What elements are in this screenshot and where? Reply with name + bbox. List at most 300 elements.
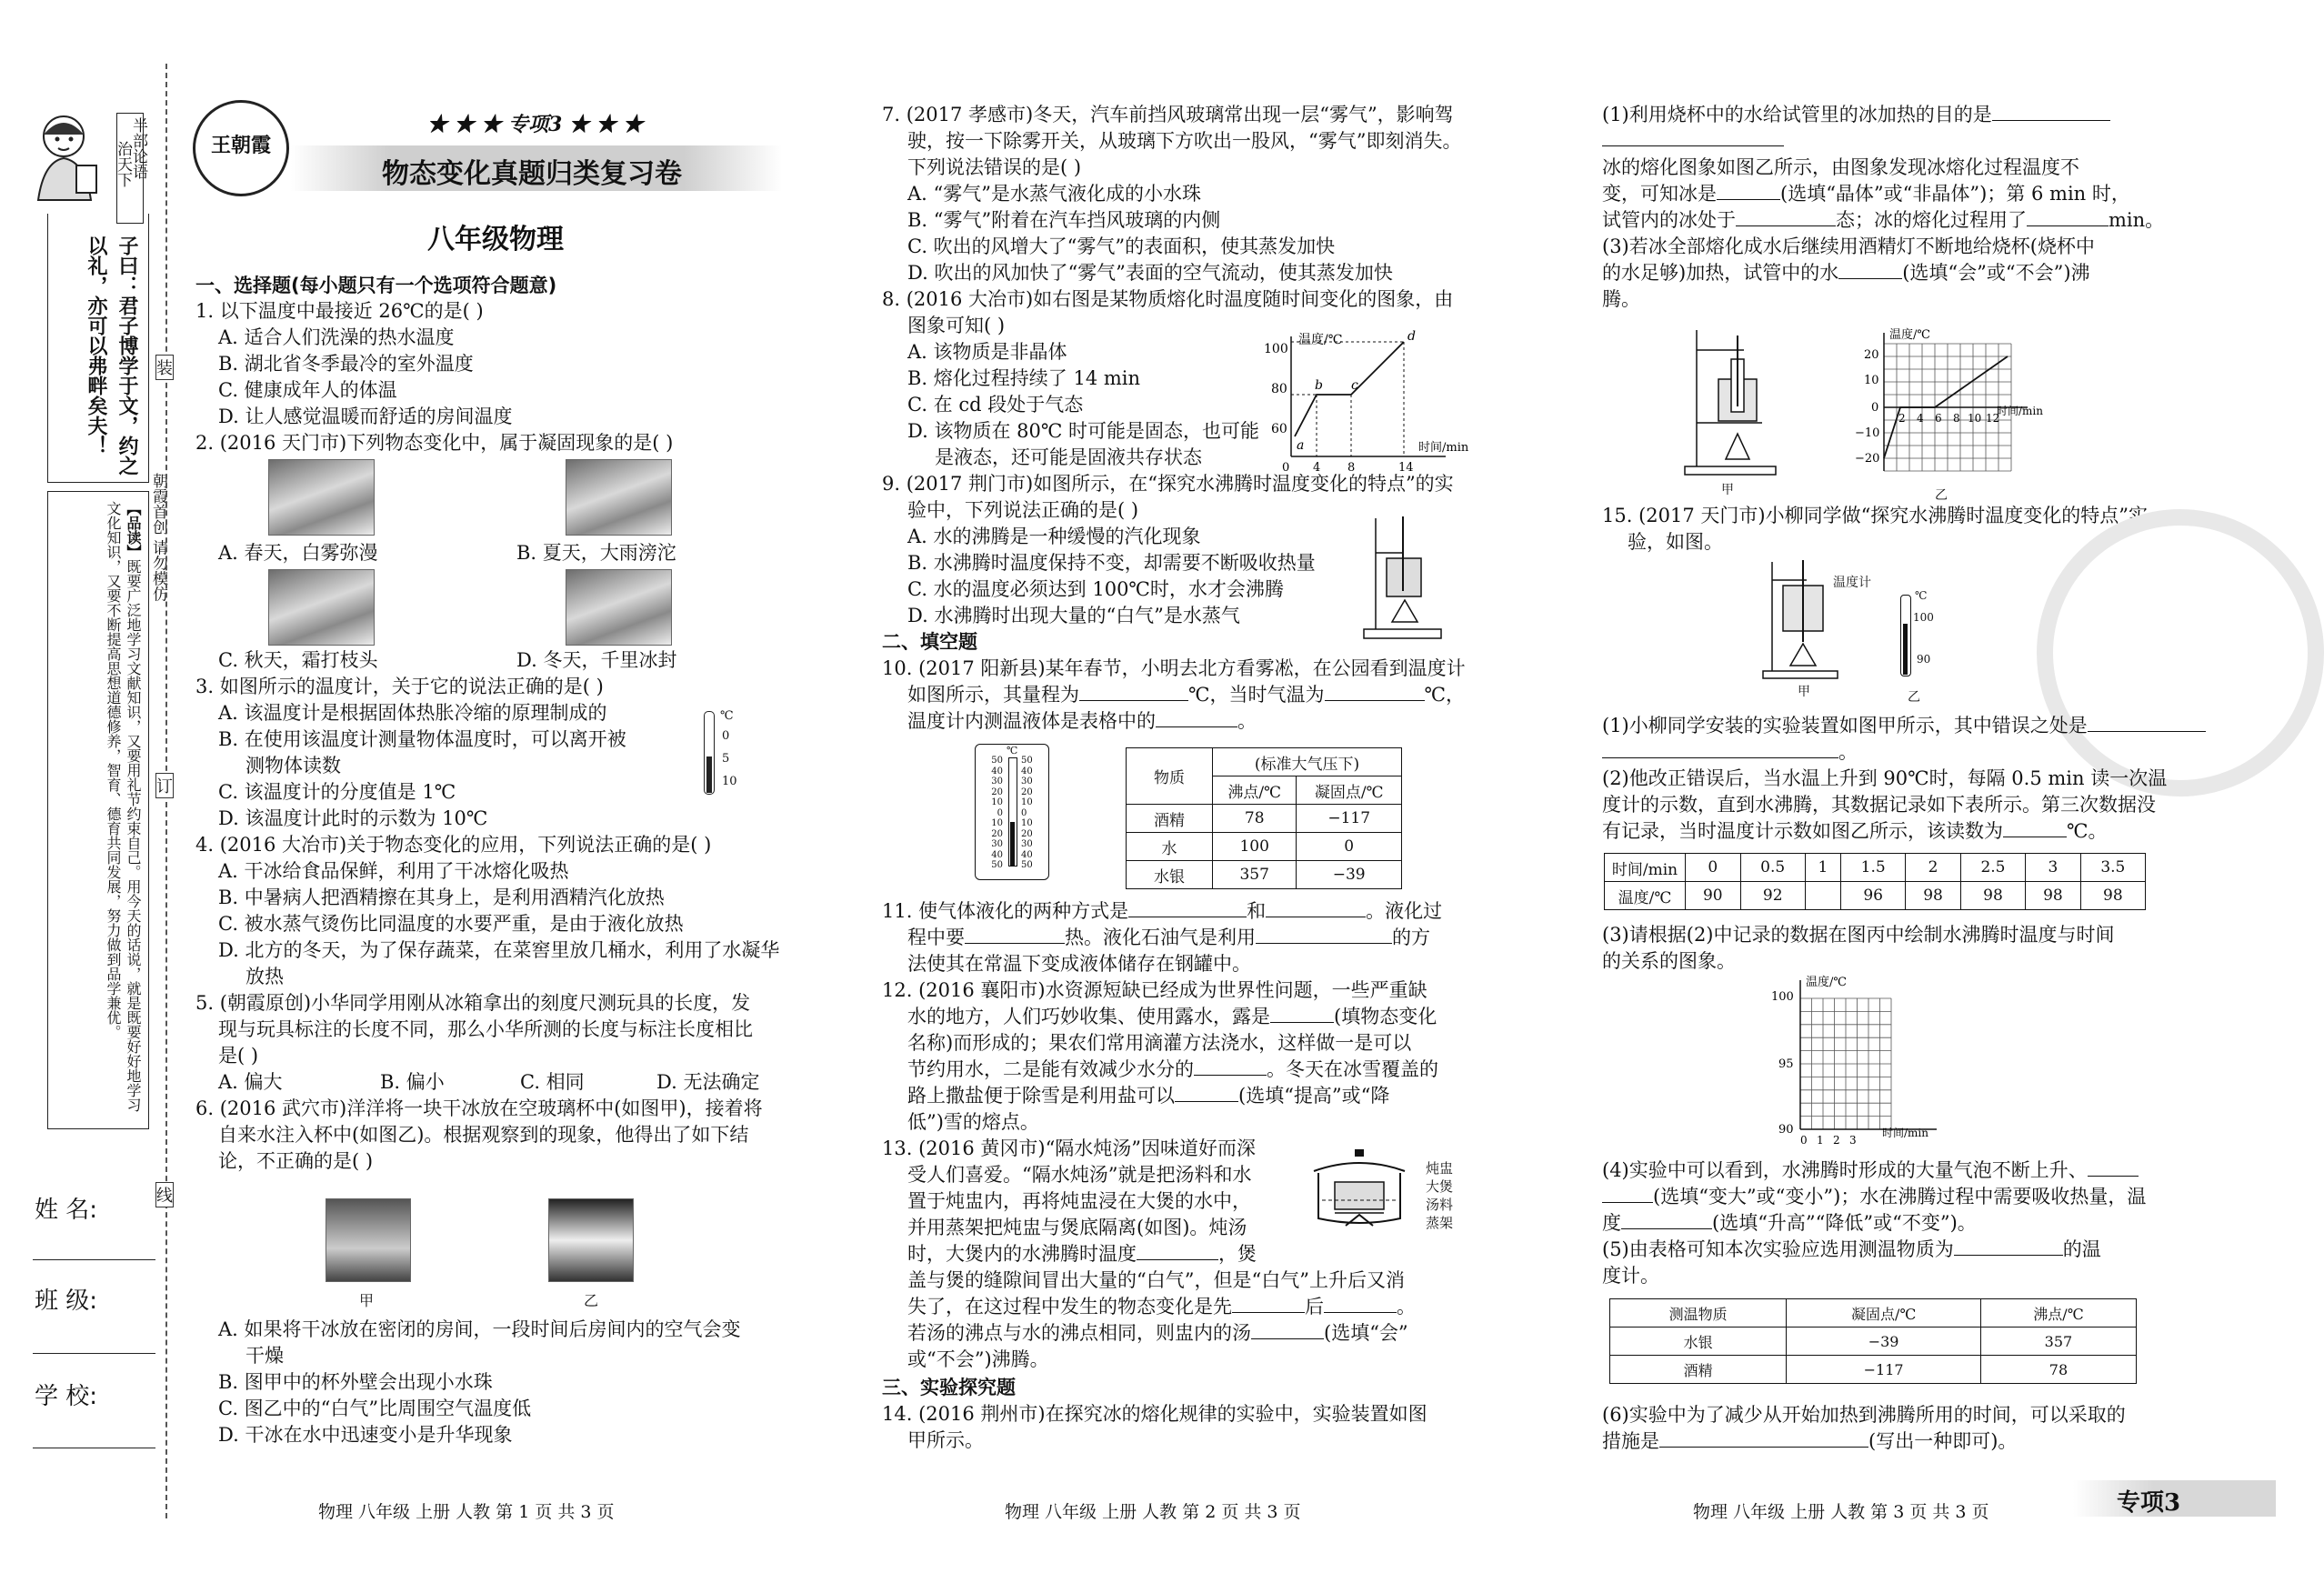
q10-right-tick: 0 — [1021, 807, 1027, 818]
q10-cell: 酒精 — [1127, 805, 1213, 833]
q13-line7 — [907, 1294, 1416, 1320]
q15-temp-cell[interactable] — [1805, 882, 1840, 910]
q15-s5-line2: 度计。 — [1602, 1265, 1659, 1287]
q15-s2-text-b: ℃。 — [2067, 820, 2108, 842]
q11-line2 — [907, 925, 1430, 951]
q10-left-tick: 50 — [991, 860, 1003, 870]
q3-a: A. 该温度计是根据固体热胀冷缩的原理制成的 — [218, 702, 607, 724]
q15-t2-cell: 酒精 — [1610, 1356, 1787, 1384]
page-title: 物态变化真题归类复习卷 — [382, 158, 682, 190]
q8-line2: 图象可知( ) — [907, 315, 1006, 336]
badge: ★ ★ ★ 专项3 ★ ★ ★ — [427, 113, 644, 136]
q10-left-tick: 10 — [991, 818, 1003, 828]
q7-b: B. “雾气”附着在汽车挡风玻璃的内侧 — [907, 209, 1221, 231]
q15-s4-blank-2[interactable] — [1602, 1184, 1653, 1203]
q14-s4-text-a: 试管内的冰处于 — [1602, 209, 1736, 231]
q15-s2-line1: (2)他改正错误后，当水温上升到 90℃时，每隔 0.5 min 读一次温 — [1602, 767, 2168, 789]
q6-c: C. 图乙中的“白气”比周围空气温度低 — [218, 1398, 532, 1419]
q14-apparatus — [1680, 323, 1780, 477]
q3: 3. 如图所示的温度计，关于它的说法正确的是( ) — [195, 676, 604, 697]
q3-b2: 测物体读数 — [245, 755, 341, 776]
q11-text-b: 和 — [1247, 900, 1267, 922]
q2-photo-a — [268, 459, 375, 536]
q6-a1: A. 如果将干冰放在密闭的房间，一段时间后房间内的空气会变 — [218, 1318, 741, 1340]
q11-text-e: 热。液化石油气是利用 — [1065, 927, 1256, 948]
q10-right-tick: 30 — [1021, 839, 1033, 849]
q5-c: C. 相同 — [520, 1071, 585, 1093]
q6-d: D. 干冰在水中迅速变小是升华现象 — [218, 1424, 513, 1446]
q15-temp-cell: 98 — [1906, 882, 1961, 910]
logo-text: 王朝霞 — [210, 134, 271, 157]
q10-right-tick: 20 — [1021, 828, 1033, 839]
q13-text-g: (选填“会” — [1324, 1322, 1408, 1344]
q15-s1-end: 。 — [1838, 741, 1858, 763]
q15-time-cell: 2.5 — [1960, 854, 2025, 882]
q8-x-tick: 4 — [1313, 461, 1321, 475]
q2-photo-d — [566, 569, 672, 646]
q14-s4-text-c: min。 — [2109, 209, 2165, 231]
q14-s1-blank-line2[interactable] — [1602, 145, 1784, 146]
q13-blank-2[interactable] — [1232, 1294, 1305, 1313]
q11-blank-2[interactable] — [1266, 898, 1366, 917]
q15-temp-cell: 98 — [2026, 882, 2081, 910]
watermark-seal — [2037, 509, 2324, 797]
q11-text-a: 11. 使气体液化的两种方式是 — [882, 900, 1129, 922]
q10-text-e: 。 — [1237, 710, 1257, 732]
corner-tag — [2073, 1480, 2276, 1517]
q14-s4-blank-2[interactable] — [2027, 207, 2109, 226]
section-experiment: 三、实验探究题 — [882, 1377, 1016, 1398]
q10-th-condition: (标准大气压下) — [1213, 748, 1402, 776]
q4: 4. (2016 大冶市)关于物态变化的应用，下列说法正确的是( ) — [195, 834, 712, 856]
q4-b: B. 中暑病人把酒精擦在其身上，是利用酒精汽化放热 — [218, 887, 665, 908]
q8-y-label: 温度/℃ — [1298, 333, 1343, 347]
cut-mark-1: 装 — [155, 355, 174, 380]
q15-s4-blank-1[interactable] — [2088, 1157, 2139, 1177]
side-note: 朝霞首创 请勿模仿 — [149, 473, 167, 602]
q6-fig-yi-label: 乙 — [584, 1292, 599, 1309]
q15-x-tick: 3 — [1849, 1134, 1857, 1147]
q15-s5-blank[interactable] — [1954, 1237, 2063, 1256]
q14-y-tick: −10 — [1855, 426, 1880, 440]
table-row — [1605, 854, 2146, 882]
q2-c: C. 秋天，霜打枝头 — [218, 649, 378, 671]
q8-y-tick: 80 — [1271, 382, 1287, 396]
footer-page-2: 物理 八年级 上册 人教 第 2 页 共 3 页 — [1005, 1502, 1301, 1522]
q15-line2: 验，如图。 — [1628, 531, 1723, 553]
q14-line1: 14. (2016 荆州市)在探究冰的熔化规律的实验中，实验装置如图 — [882, 1403, 1427, 1425]
book-title-box — [114, 113, 147, 224]
q10-therm-liquid — [1010, 822, 1015, 866]
q11-blank-1[interactable] — [1128, 898, 1247, 917]
logo-seal — [193, 100, 289, 196]
q14-y-label: 温度/℃ — [1889, 328, 1930, 342]
q10-th-freezing: 凝固点/℃ — [1297, 776, 1402, 805]
q15-s1-line2 — [1602, 739, 1858, 766]
q10-table — [1126, 747, 1402, 889]
q14-s1 — [1602, 102, 2110, 128]
q12-blank-1[interactable] — [1270, 1004, 1334, 1023]
q10-line2 — [907, 682, 1465, 708]
q15-t2-header: 凝固点/℃ — [1787, 1299, 1981, 1328]
section-fill: 二、填空题 — [882, 631, 977, 653]
q10-right-tick: 10 — [1021, 818, 1033, 828]
q13-line6: 盖与煲的缝隙间冒出大量的“白气”，但是“白气”上升后又消 — [907, 1269, 1405, 1291]
q8-curve — [1295, 342, 1404, 436]
q14-s6-text-b: (选填“会”或“不会”)沸 — [1902, 262, 2090, 284]
q1-c: C. 健康成年人的体温 — [218, 379, 397, 401]
q15-s4-text-c: 度 — [1602, 1212, 1621, 1234]
q13-line8 — [907, 1320, 1408, 1347]
q15-s4-text-b: (选填“变大”或“变小”)；水在沸腾过程中需要吸收热量，温 — [1653, 1186, 2147, 1207]
q7-line1: 7. (2017 孝感市)冬天，汽车前挡风玻璃常出现一层“雾气”，影响驾 — [882, 104, 1454, 125]
q10-range-blank[interactable] — [1079, 682, 1188, 701]
q14-fig-yi-label: 乙 — [1935, 488, 1948, 503]
q5-line1: 5. (朝霞原创)小华同学用刚从冰箱拿出的刻度尺测玩具的长度，发 — [195, 992, 751, 1014]
q15-s2-text-a: 有记录，当时温度计示数如图乙所示，该读数为 — [1602, 820, 2003, 842]
q12-text-a: 水的地方，人们巧妙收集、使用露水，露是 — [907, 1006, 1270, 1027]
q14-s6-text-a: 的水足够)加热，试管中的水 — [1602, 262, 1839, 284]
q10-left-tick: 20 — [991, 828, 1003, 839]
q15-y-tick: 95 — [1778, 1057, 1794, 1071]
q8-melting-chart — [1255, 329, 1482, 475]
q15-fig-yi-label: 乙 — [1908, 690, 1920, 705]
cut-mark-3: 线 — [155, 1182, 174, 1207]
q6-line3: 论，不正确的是( ) — [218, 1150, 374, 1172]
q12-blank-2[interactable] — [1194, 1057, 1267, 1076]
q1-d: D. 让人感觉温暖而舒适的房间温度 — [218, 406, 513, 427]
q10-right-tick: 40 — [1021, 849, 1033, 860]
table-row — [1610, 1328, 2137, 1356]
q15-row-label: 时间/min — [1605, 854, 1686, 882]
q5-line2: 现与玩具标注的长度不同，那么小华所测的长度与标注长度相比 — [218, 1018, 753, 1040]
q10-left-tick: 0 — [997, 807, 1003, 818]
q8-a: A. 该物质是非晶体 — [907, 341, 1067, 363]
q15-temp-cell: 98 — [2080, 882, 2145, 910]
q1: 1. 以下温度中最接近 26℃的是( ) — [195, 300, 484, 322]
q15-t2-header: 沸点/℃ — [1980, 1299, 2136, 1328]
table-row — [1605, 882, 2146, 910]
q14-s3 — [1602, 181, 2130, 207]
q14-ice-chart — [1846, 326, 2046, 485]
q13-blank-1[interactable] — [1137, 1241, 1218, 1260]
q15-s2-blank[interactable] — [2003, 818, 2067, 837]
q6-photo-yi — [548, 1198, 634, 1282]
q14-s3-blank[interactable] — [1717, 181, 1780, 200]
q15-temp-cell: 96 — [1841, 882, 1906, 910]
q10-cell: 水 — [1127, 833, 1213, 861]
q15-y-tick: 100 — [1771, 990, 1794, 1004]
q14-s3-text-a: 变，可知冰是 — [1602, 183, 1717, 205]
q15-temp-cell: 98 — [1960, 882, 2025, 910]
q15-temp-cell: 90 — [1686, 882, 1741, 910]
q12-text-e: 路上撒盐便于除雪是利用盐可以 — [907, 1085, 1175, 1107]
q12-line3: 名称)而形成的；果农们常用滴灌方法浇水，这样做一是可以 — [907, 1032, 1412, 1054]
q15-s1-blank-2[interactable] — [1602, 739, 1838, 758]
q13-line9: 或“不会”)沸腾。 — [907, 1348, 1049, 1370]
q3-d: D. 该温度计此时的示数为 10℃ — [218, 807, 488, 829]
q2: 2. (2016 天门市)下列物态变化中，属于凝固现象的是( ) — [195, 432, 674, 454]
q3-b1: B. 在使用该温度计测量物体温度时，可以离开被 — [218, 728, 626, 750]
section-choice: 一、选择题(每小题只有一个选项符合题意) — [195, 275, 557, 296]
q15-s6-text-a: 措施是 — [1602, 1430, 1659, 1452]
q14-x-tick: 12 — [1986, 412, 2000, 425]
q8-point-d: d — [1407, 329, 1416, 344]
q15-x-tick: 2 — [1833, 1134, 1840, 1147]
q14-y-tick: 0 — [1871, 401, 1879, 415]
q8-x-tick: 0 — [1282, 461, 1290, 475]
class-label: 班 级: — [35, 1287, 98, 1315]
q3-therm-tick: 0 — [722, 729, 730, 743]
quote-box — [47, 214, 149, 483]
q15-t2-cell: −117 — [1787, 1356, 1981, 1384]
q3-therm-tick: 10 — [722, 775, 737, 788]
q9-d: D. 水沸腾时出现大量的“白气”是水蒸气 — [907, 605, 1240, 626]
q15-temp-cell: 92 — [1740, 882, 1805, 910]
q10-line3 — [907, 708, 1257, 735]
q13-label-stewcup: 炖盅 — [1426, 1160, 1454, 1177]
q8-c: C. 在 cd 段处于气态 — [907, 394, 1084, 416]
q6-photo-jia — [326, 1198, 411, 1282]
q7-a: A. “雾气”是水蒸气液化成的小水珠 — [907, 183, 1201, 205]
q15-empty-chart[interactable] — [1764, 973, 1964, 1150]
footer-page-3: 物理 八年级 上册 人教 第 3 页 共 3 页 — [1693, 1502, 1989, 1522]
q8-point-c: c — [1351, 378, 1358, 393]
q13-stewpot-figure — [1309, 1137, 1427, 1237]
q13-text-d: 后 — [1305, 1296, 1324, 1317]
q15-time-cell: 0 — [1686, 854, 1741, 882]
q13-line5 — [907, 1241, 1257, 1267]
q10-liquid-blank[interactable] — [1156, 708, 1237, 727]
q10-cell: 水银 — [1127, 861, 1213, 889]
reading-content: 既要广泛地学习文献知识，又要用礼节约束自己。用今天的话说，就是既要好好地学习文化知识，又要不断提高思想道德修养，智育、德育共同发展，努力做到品学兼优。 — [105, 501, 142, 1112]
q13-label-ingredients: 汤料 — [1426, 1197, 1454, 1213]
q13-label-steamrack: 蒸架 — [1426, 1215, 1454, 1231]
q14-x-tick: 8 — [1953, 412, 1960, 425]
q10-th-boiling: 沸点/℃ — [1213, 776, 1297, 805]
q7-line2: 驶，按一下除雾开关，从玻璃下方吹出一股风，“雾气”即刻消失。 — [907, 130, 1462, 152]
q9-b: B. 水沸腾时温度保持不变，却需要不断吸收热量 — [907, 552, 1316, 574]
q15-s4-line2 — [1602, 1184, 2146, 1210]
q15-s4-line3 — [1602, 1210, 1977, 1237]
q10-right-tick: 40 — [1021, 766, 1033, 776]
q5-a: A. 偏大 — [218, 1071, 283, 1093]
q10-right-tick: 30 — [1021, 776, 1033, 786]
q15-x-tick: 0 — [1800, 1134, 1808, 1147]
q13-text-f: 若汤的沸点与水的沸点相同，则盅内的汤 — [907, 1322, 1251, 1344]
q15-s4-text-d: (选填“升高”“降低”或“不变”)。 — [1712, 1212, 1977, 1234]
q6-a2: 干燥 — [245, 1345, 284, 1367]
q15-y-tick: 90 — [1778, 1123, 1794, 1137]
q15-line1: 15. (2017 天门市)小柳同学做“探究水沸腾时温度变化的特点”实 — [1602, 505, 2149, 526]
q10-left-tick: 30 — [991, 776, 1003, 786]
q15-s4-text-a: (4)实验中可以看到，水沸腾时形成的大量气泡不断上升、 — [1602, 1159, 2088, 1181]
table-row — [1610, 1299, 2137, 1328]
q15-s6-text-b: (写出一种即可)。 — [1868, 1430, 2018, 1452]
q15-x-label: 时间/min — [1882, 1127, 1928, 1139]
q11-text-d: 程中要 — [907, 927, 965, 948]
q15-s4-blank-3[interactable] — [1621, 1210, 1712, 1229]
q15-data-table — [1604, 853, 2146, 910]
q10-right-tick: 10 — [1021, 797, 1033, 807]
q15-time-cell: 3 — [2026, 854, 2081, 882]
q8-line1: 8. (2016 大冶市)如右图是某物质熔化时温度随时间变化的图象，由 — [882, 288, 1454, 310]
book-title-bottom: 治天下 — [114, 141, 132, 187]
q14-s6 — [1602, 260, 2090, 286]
q12-line4 — [907, 1057, 1438, 1083]
reading-label: 【品读】 — [125, 501, 142, 559]
badge-label: 专项3 — [507, 113, 563, 136]
q14-s5: (3)若冰全部熔化成水后继续用酒精灯不断地给烧杯(烧杯中 — [1602, 235, 2095, 257]
q14-y-tick: −20 — [1855, 452, 1880, 466]
q11-text-f: 的方 — [1392, 927, 1430, 948]
q14-s6-blank[interactable] — [1838, 260, 1902, 279]
q10-cell: 100 — [1213, 833, 1297, 861]
q15-t2-cell: 357 — [1980, 1328, 2136, 1356]
q14-line2: 甲所示。 — [907, 1429, 984, 1451]
q15-s5-text-a: (5)由表格可知本次实验应选用测温物质为 — [1602, 1238, 1954, 1260]
q4-d2: 放热 — [245, 966, 284, 987]
q8-point-a: a — [1297, 438, 1305, 453]
q15-s6-line1: (6)实验中为了减少从开始加热到沸腾所用的时间，可以采取的 — [1602, 1404, 2126, 1426]
q12-text-c: 节约用水，二是能有效减少水分的 — [907, 1058, 1194, 1080]
q13-label-bigpot: 大煲 — [1426, 1178, 1454, 1195]
q12-text-b: (填物态变化 — [1334, 1006, 1437, 1027]
q15-s6-blank[interactable] — [1659, 1428, 1868, 1448]
q15-s3-line2: 的关系的图象。 — [1602, 950, 1736, 972]
q11-text-c: 。液化过 — [1366, 900, 1443, 922]
q15-therm-tick: 100 — [1913, 611, 1934, 624]
q10-left-tick: 10 — [991, 797, 1003, 807]
q15-x-tick: 1 — [1817, 1134, 1824, 1147]
q10-text-b: ℃，当时气温为 — [1188, 684, 1325, 706]
q10-right-scale — [1021, 756, 1045, 871]
q14-fig-jia-label: 甲 — [1721, 483, 1734, 497]
q10-temp-blank[interactable] — [1325, 682, 1425, 701]
q10-left-tick: 50 — [991, 756, 1003, 766]
q2-d: D. 冬天，千里冰封 — [516, 649, 677, 671]
q8-point-b: b — [1315, 378, 1323, 393]
q15-s3-line1: (3)请根据(2)中记录的数据在图丙中绘制水沸腾时温度与时间 — [1602, 924, 2115, 946]
q13-text-e: 。 — [1397, 1296, 1416, 1317]
q13-blank-3[interactable] — [1324, 1294, 1397, 1313]
q9-a: A. 水的沸腾是一种缓慢的汽化现象 — [907, 526, 1201, 547]
q8-y-tick: 100 — [1264, 342, 1288, 356]
q13-line3: 置于炖盅内，再将炖盅浸在大煲的水中， — [907, 1190, 1251, 1212]
q8-d2: 是液态，还可能是固液共存状态 — [935, 446, 1202, 468]
q9-c: C. 水的温度必须达到 100℃时，水才会沸腾 — [907, 578, 1284, 600]
table-row — [1610, 1356, 2137, 1384]
q10-cell: 78 — [1213, 805, 1297, 833]
q15-s2-line2: 度计的示数，直到水沸腾，其数据记录如下表所示。第三次数据没 — [1602, 794, 2156, 816]
q10-left-scale — [979, 756, 1003, 871]
q15-s5-text-b: 的温 — [2062, 1238, 2101, 1260]
q14-s3-text-b: (选填“晶体”或“非晶体”)；第 6 min 时， — [1780, 183, 2130, 205]
q12-text-d: 。冬天在冰雪覆盖的 — [1267, 1058, 1438, 1080]
reading-text — [103, 501, 143, 1119]
q10-cell: 357 — [1213, 861, 1297, 889]
footer-page-1: 物理 八年级 上册 人教 第 1 页 共 3 页 — [318, 1502, 615, 1522]
q7-d: D. 吹出的风加快了“雾气”表面的空气流动，使其蒸发加快 — [907, 262, 1393, 284]
q15-grid — [1800, 998, 1891, 1129]
q14-s4-blank-1[interactable] — [1736, 207, 1836, 226]
q2-a: A. 春天，白雾弥漫 — [218, 542, 378, 564]
q15-therm-unit: ℃ — [1915, 589, 1928, 602]
class-field[interactable] — [33, 1353, 155, 1354]
q14-s1-blank[interactable] — [1992, 102, 2110, 121]
name-label: 姓 名: — [35, 1197, 98, 1224]
q6-fig-jia-label: 甲 — [359, 1292, 375, 1309]
q11-line3: 法使其在常温下变成液体储存在钢罐中。 — [907, 953, 1251, 975]
q12-line2 — [907, 1004, 1437, 1030]
q10-right-tick: 50 — [1021, 756, 1033, 766]
q13-blank-4[interactable] — [1251, 1320, 1324, 1339]
q8-x-tick: 8 — [1347, 461, 1356, 475]
q1-a: A. 适合人们洗澡的热水温度 — [218, 326, 455, 348]
q15-s1-blank-1[interactable] — [2088, 713, 2206, 732]
q14-s4 — [1602, 207, 2164, 234]
q15-time-cell: 1.5 — [1841, 854, 1906, 882]
q10-cell: −117 — [1297, 805, 1402, 833]
school-label: 学 校: — [35, 1383, 98, 1410]
q10-line1: 10. (2017 阳新县)某年春节，小明去北方看雾凇，在公园看到温度计 — [882, 657, 1466, 679]
q15-therm-tick: 90 — [1917, 653, 1931, 666]
q11-blank-4[interactable] — [1256, 925, 1392, 944]
q10-text-c: ℃， — [1424, 684, 1465, 706]
q14-y-tick: 10 — [1864, 374, 1879, 387]
q10-th-substance: 物质 — [1127, 748, 1213, 805]
q6-line2: 自来水注入杯中(如图乙)。根据观察到的现象，他得出了如下结 — [218, 1124, 749, 1146]
q6-line1: 6. (2016 武穴市)洋洋将一块干冰放在空玻璃杯中(如图甲)，接着将 — [195, 1097, 763, 1119]
q12-blank-3[interactable] — [1175, 1083, 1238, 1102]
q4-c: C. 被水蒸气烫伤比同温度的水要严重，是由于液化放热 — [218, 913, 684, 935]
q9-line1: 9. (2017 荆门市)如图所示，在“探究水沸腾时温度变化的特点”的实 — [882, 473, 1454, 495]
q15-t2-cell: 水银 — [1610, 1328, 1787, 1356]
q10-left-tick: 40 — [991, 766, 1003, 776]
q13-text-a: 时，大煲内的水沸腾时温度 — [907, 1243, 1137, 1265]
q15-fig-jia-label: 甲 — [1798, 685, 1810, 699]
q10-thermometer — [975, 744, 1049, 880]
q15-thermometer — [1891, 589, 1937, 680]
q15-t2-cell: −39 — [1787, 1328, 1981, 1356]
q5-b: B. 偏小 — [380, 1071, 445, 1093]
q10-right-tick: 50 — [1021, 860, 1033, 870]
q15-time-cell: 1 — [1805, 854, 1840, 882]
q10-right-tick: 20 — [1021, 786, 1033, 797]
q12-line1: 12. (2016 襄阳市)水资源短缺已经成为世界性问题，一些严重缺 — [882, 979, 1427, 1001]
q13-text-c: 失了，在这过程中发生的物态变化是先 — [907, 1296, 1232, 1317]
q14-s1-text: (1)利用烧杯中的水给试管里的冰加热的目的是 — [1602, 104, 1992, 125]
q15-row-label: 温度/℃ — [1605, 882, 1686, 910]
q8-x-tick: 14 — [1398, 461, 1414, 475]
q15-time-cell: 2 — [1906, 854, 1961, 882]
book-title-top: 半部论语 — [129, 117, 147, 179]
q5-line3: 是( ) — [218, 1045, 259, 1067]
q10-left-tick: 20 — [991, 786, 1003, 797]
q15-apparatus — [1759, 553, 1841, 680]
q15-therm-liquid — [1903, 624, 1908, 675]
q11-blank-3[interactable] — [965, 925, 1065, 944]
q13-line1: 13. (2016 黄冈市)“隔水炖汤”因味道好而深 — [882, 1137, 1257, 1159]
corner-tag-label: 专项3 — [2117, 1489, 2181, 1517]
q8-d1: D. 该物质在 80℃ 时可能是固态，也可能 — [907, 420, 1260, 442]
q13-text-b: ，煲 — [1218, 1243, 1257, 1265]
q8-b: B. 熔化过程持续了 14 min — [907, 367, 1141, 389]
name-field[interactable] — [33, 1259, 155, 1260]
q14-s7: 腾。 — [1602, 288, 1640, 310]
q10-text-d: 温度计内测温液体是表格中的 — [907, 710, 1156, 732]
q14-x-label: 时间/min — [1997, 405, 2043, 417]
